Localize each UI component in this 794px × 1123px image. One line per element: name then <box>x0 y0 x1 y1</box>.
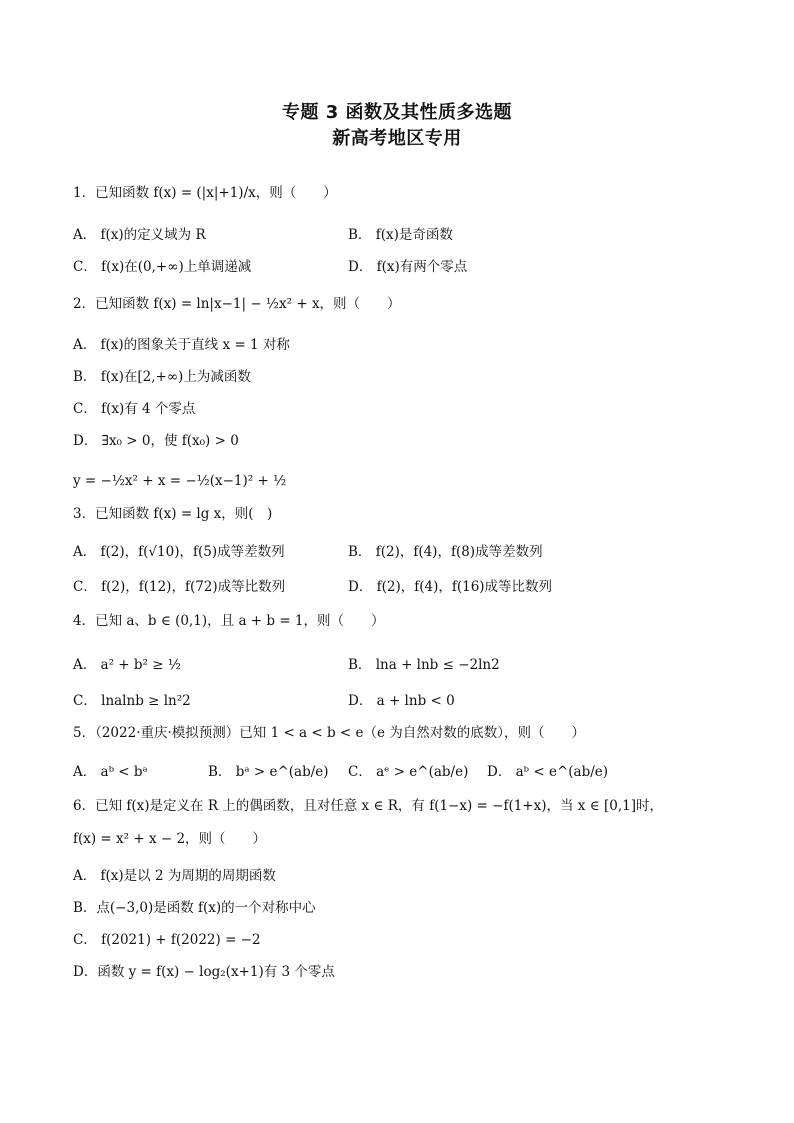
q3-stem: 3．已知函数 f(x) = lg x，则( ) <box>73 506 273 522</box>
title-sub: 新高考地区专用 <box>332 128 462 149</box>
q4-option-c: C． lnalnb ≥ ln²2 <box>73 693 191 709</box>
q6-option-a: A． f(x)是以 2 为周期的周期函数 <box>73 868 276 884</box>
q3-option-b: B． f(2)，f(4)，f(8)成等差数列 <box>348 544 543 560</box>
q5-stem: 5．（2022·重庆·模拟预测）已知 1 < a < b < e（e 为自然对数的底数），则（ ） <box>73 725 586 741</box>
q5-option-a: A． aᵇ < bᵃ <box>73 764 148 780</box>
q1-stem: 1．已知函数 f(x) = (|x|+1)/x，则（ ） <box>73 185 337 201</box>
q6-option-c: C． f(2021) + f(2022) = −2 <box>73 932 261 948</box>
q2-stem: 2．已知函数 f(x) = ln|x−1| − ½x² + x，则（ ） <box>73 296 401 312</box>
q2-option-c: C． f(x)有 4 个零点 <box>73 401 196 417</box>
q4-stem: 4．已知 a、b ∈ (0,1)，且 a + b = 1，则（ ） <box>73 613 385 629</box>
q6-option-b: B．点(−3,0)是函数 f(x)的一个对称中心 <box>73 900 316 916</box>
q6-option-d: D．函数 y = f(x) − log₂(x+1)有 3 个零点 <box>73 964 335 980</box>
q3-option-c: C． f(2)，f(12)，f(72)成等比数列 <box>73 579 286 595</box>
q1-option-a: A． f(x)的定义域为 R <box>73 227 206 243</box>
q6-stem-line2: f(x) = x² + x − 2，则（ ） <box>73 831 267 847</box>
q6-stem-line1: 6．已知 f(x)是定义在 R 上的偶函数，且对任意 x ∈ R，有 f(1−x) = −f(1+x)，当 x ∈ [0,1]时， <box>73 798 663 814</box>
q3-option-d: D． f(2)，f(4)，f(16)成等比数列 <box>348 579 553 595</box>
q2-option-d: D． ∃x₀ > 0，使 f(x₀) > 0 <box>73 433 239 449</box>
q1-option-d: D． f(x)有两个零点 <box>348 259 468 275</box>
q4-option-a: A． a² + b² ≥ ½ <box>73 657 181 673</box>
q4-option-d: D． a + lnb < 0 <box>348 693 455 709</box>
q5-option-b: B． bᵃ > e^(ab/e) <box>208 764 329 780</box>
q5-option-c: C． aᵉ > e^(ab/e) <box>348 764 469 780</box>
q1-option-c: C． f(x)在(0,+∞)上单调递减 <box>73 259 252 275</box>
q2-option-b: B． f(x)在[2,+∞)上为减函数 <box>73 369 251 385</box>
q1-option-b: B． f(x)是奇函数 <box>348 227 453 243</box>
q3-option-a: A． f(2)，f(√10)，f(5)成等差数列 <box>73 544 285 560</box>
q2-option-a: A． f(x)的图象关于直线 x = 1 对称 <box>73 337 290 353</box>
q5-option-d: D． aᵇ < e^(ab/e) <box>487 764 609 780</box>
q2-note: y = −½x² + x = −½(x−1)² + ½ <box>73 473 287 489</box>
title-main: 专题 3 函数及其性质多选题 <box>281 102 513 123</box>
q4-option-b: B． lna + lnb ≤ −2ln2 <box>348 657 500 673</box>
